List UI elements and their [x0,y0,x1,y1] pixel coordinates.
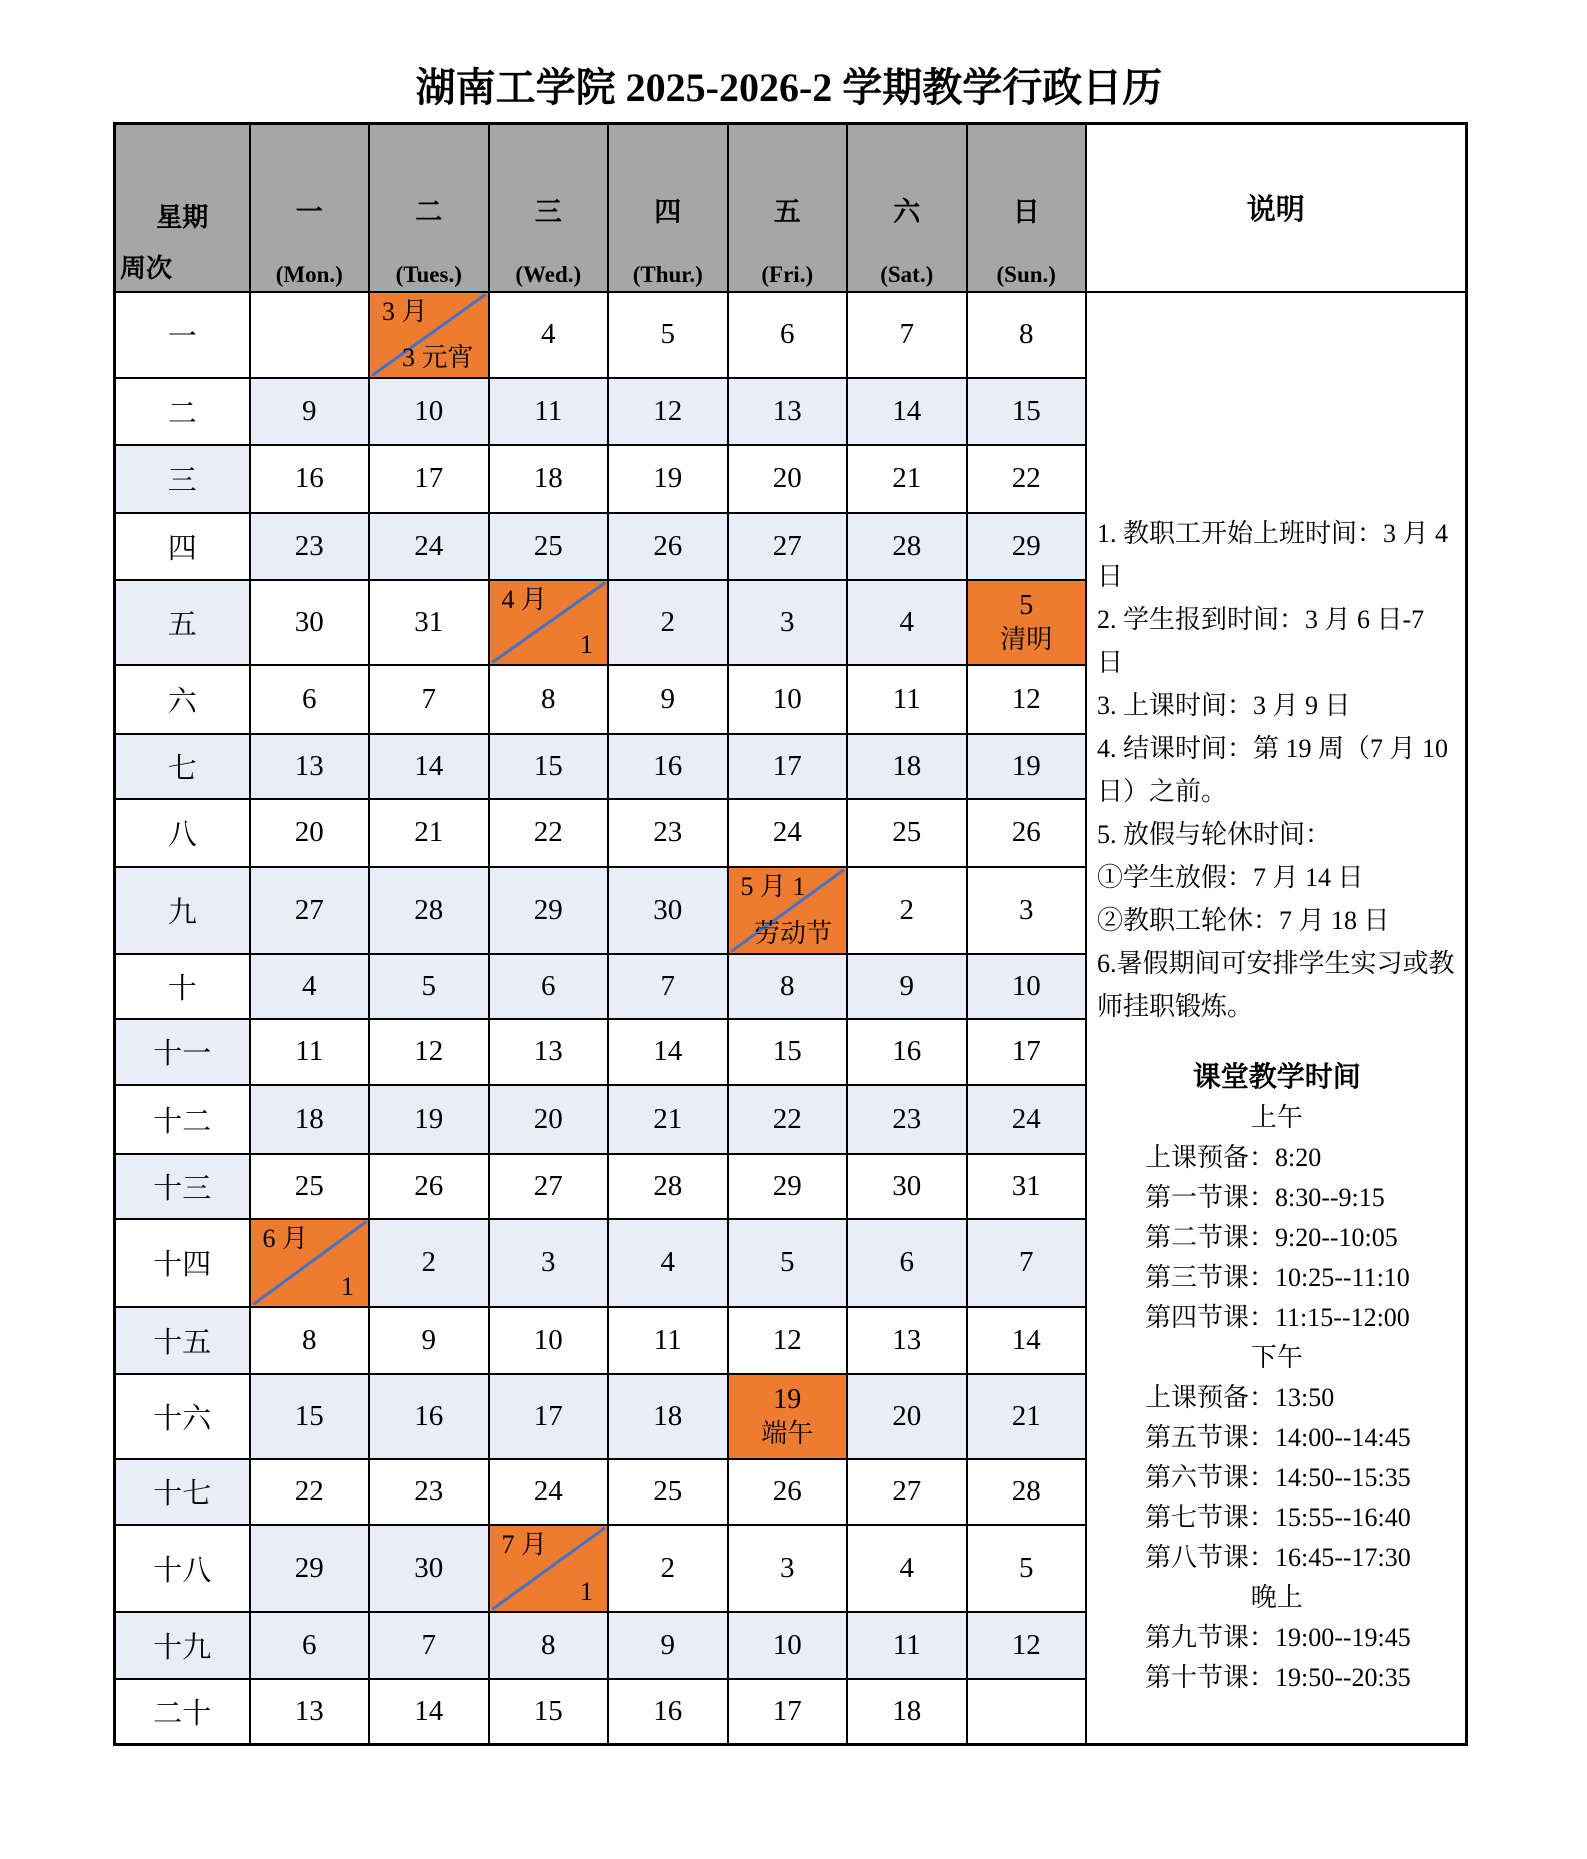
schedule-line: 第四节课：11:15--12:00 [1145,1303,1410,1333]
day-cell: 6 [728,292,848,378]
day-cell: 21 [369,799,489,867]
day-cell: 17 [369,445,489,513]
week-label: 十二 [115,1085,250,1154]
day-cell: 28 [967,1459,1087,1525]
day-cell: 14 [608,1019,728,1085]
day-cell: 4 [489,292,609,378]
day-cell: 11 [608,1307,728,1374]
day-header-en: (Sat.) [880,262,934,288]
day-cell: 18 [847,1679,967,1745]
day-cell: 12 [967,1612,1087,1679]
day-cell: 24 [489,1459,609,1525]
day-cell: 31 [967,1154,1087,1219]
day-cell: 7 [369,1612,489,1679]
day-cell: 12 [369,1019,489,1085]
day-cell: 15 [728,1019,848,1085]
schedule-line: 第七节课：15:55--16:40 [1145,1503,1411,1533]
week-label: 七 [115,734,250,799]
header-row [115,124,1467,292]
day-cell: 4 [250,954,370,1019]
day-cell: 5 [728,1219,848,1307]
day-cell: 13 [250,1679,370,1745]
month-start-holiday-cell [728,867,848,954]
day-cell: 30 [250,580,370,665]
month-label: 4 月 [501,584,548,614]
day-cell: 6 [847,1219,967,1307]
day-cell: 6 [489,954,609,1019]
day-cell: 28 [369,867,489,954]
day-cell: 15 [250,1374,370,1459]
month-label: 7 月 [501,1529,548,1559]
day-cell: 10 [728,1612,848,1679]
day-number: 1 [580,1576,593,1606]
day-cell: 5 [369,954,489,1019]
month-label: 6 月 [262,1223,309,1253]
day-cell: 3 [728,1525,848,1612]
day-cell: 2 [369,1219,489,1307]
day-cell: 4 [847,580,967,665]
month-start-holiday-cell [369,292,489,378]
corner-cell [115,124,250,292]
day-cell: 8 [489,665,609,734]
day-cell: 25 [489,513,609,580]
day-cell: 12 [967,665,1087,734]
day-cell: 12 [608,378,728,445]
holiday-cell [967,580,1087,665]
day-cell: 19 [369,1085,489,1154]
week-label: 十九 [115,1612,250,1679]
day-header-zh: 日 [1012,197,1040,228]
day-cell: 28 [608,1154,728,1219]
day-cell: 9 [369,1307,489,1374]
calendar-table [113,122,1468,1746]
note-item: 4. 结课时间：第 19 周（7 月 10 日）之前。 [1097,734,1449,807]
holiday-name: 端午 [761,1419,814,1448]
day-cell: 16 [608,1679,728,1745]
day-cell: 11 [250,1019,370,1085]
corner-week-label: 星期 [156,203,209,232]
day-cell: 23 [250,513,370,580]
month-label: 5 月 1 [740,871,806,901]
day-cell: 5 [967,1525,1087,1612]
day-cell: 11 [489,378,609,445]
day-cell: 22 [728,1085,848,1154]
calendar-body [115,292,1467,1745]
day-cell: 24 [967,1085,1087,1154]
week-label: 四 [115,513,250,580]
day-cell: 26 [728,1459,848,1525]
day-header-en: (Sun.) [996,262,1056,288]
day-cell: 29 [967,513,1087,580]
day-cell: 27 [489,1154,609,1219]
day-cell: 2 [608,580,728,665]
day-header-en: (Tues.) [395,262,462,288]
week-label: 十八 [115,1525,250,1612]
note-item: 2. 学生报到时间：3 月 6 日-7 日 [1097,605,1425,678]
schedule-line: 第九节课：19:00--19:45 [1145,1623,1411,1653]
day-header-en: (Thur.) [632,262,703,288]
day-cell: 9 [608,1612,728,1679]
week-label: 六 [115,665,250,734]
day-cell: 15 [489,1679,609,1745]
day-cell: 9 [847,954,967,1019]
day-cell: 7 [608,954,728,1019]
day-header-zh: 一 [295,197,323,228]
schedule-line: 上课预备：13:50 [1145,1383,1335,1413]
day-header-zh: 三 [534,197,562,228]
week-label: 二十 [115,1679,250,1745]
week-label: 十四 [115,1219,250,1307]
day-cell: 30 [847,1154,967,1219]
day-cell: 25 [608,1459,728,1525]
week-label: 八 [115,799,250,867]
day-cell: 27 [728,513,848,580]
day-header [728,124,848,292]
note-item: 5. 放假与轮休时间： [1097,820,1332,850]
holiday-name: 清明 [1000,625,1053,654]
day-cell: 8 [250,1307,370,1374]
day-cell: 25 [250,1154,370,1219]
notes-header: 说明 [1086,124,1466,292]
day-number: 1 [580,629,593,659]
day-cell: 13 [728,378,848,445]
day-cell: 14 [847,378,967,445]
day-number: 19 [773,1384,802,1415]
day-cell: 23 [608,799,728,867]
month-start-holiday-cell [489,1525,609,1612]
day-header [250,124,370,292]
day-cell: 3 [728,580,848,665]
week-row [115,292,1467,378]
week-label: 十三 [115,1154,250,1219]
schedule-line: 第八节课：16:45--17:30 [1145,1543,1411,1573]
day-cell: 3 [489,1219,609,1307]
day-cell: 18 [489,445,609,513]
day-cell: 20 [728,445,848,513]
day-cell: 26 [608,513,728,580]
day-cell: 23 [369,1459,489,1525]
day-cell [250,292,370,378]
day-header [489,124,609,292]
day-cell: 10 [369,378,489,445]
day-cell: 6 [250,665,370,734]
day-cell: 16 [608,734,728,799]
day-cell: 2 [608,1525,728,1612]
month-start-holiday-cell [489,580,609,665]
schedule-line: 第一节课：8:30--9:15 [1145,1183,1385,1213]
day-cell: 7 [369,665,489,734]
week-label: 二 [115,378,250,445]
day-cell: 17 [728,734,848,799]
day-cell: 2 [847,867,967,954]
day-cell: 13 [250,734,370,799]
week-label: 三 [115,445,250,513]
day-cell: 24 [728,799,848,867]
day-cell: 17 [489,1374,609,1459]
day-cell: 16 [847,1019,967,1085]
week-label: 五 [115,580,250,665]
day-header [608,124,728,292]
day-cell: 11 [847,1612,967,1679]
day-header-en: (Mon.) [275,262,343,288]
day-cell: 9 [608,665,728,734]
corner-weekno-label: 周次 [120,253,173,283]
day-header-zh: 五 [773,197,801,228]
day-number: 1 [341,1271,354,1301]
day-header-en: (Fri.) [761,262,814,288]
day-cell [967,1679,1087,1745]
schedule-line: 第十节课：19:50--20:35 [1145,1663,1411,1693]
note-item: ①学生放假：7 月 14 日 [1097,863,1364,893]
schedule-line: 第三节课：10:25--11:10 [1145,1263,1410,1293]
day-cell: 30 [369,1525,489,1612]
day-cell: 16 [369,1374,489,1459]
day-cell: 23 [847,1085,967,1154]
day-cell: 21 [967,1374,1087,1459]
day-number: 5 [1019,590,1034,621]
week-label: 十一 [115,1019,250,1085]
day-header-zh: 二 [415,197,443,228]
day-header-en: (Wed.) [515,262,582,288]
day-cell: 5 [608,292,728,378]
day-cell: 18 [847,734,967,799]
day-cell: 25 [847,799,967,867]
day-cell: 10 [967,954,1087,1019]
schedule-line: 第二节课：9:20--10:05 [1145,1223,1398,1253]
day-cell: 17 [967,1019,1087,1085]
day-cell: 9 [250,378,370,445]
day-cell: 13 [847,1307,967,1374]
day-cell: 20 [489,1085,609,1154]
schedule-line: 上课预备：8:20 [1145,1143,1322,1173]
schedule-line: 第六节课：14:50--15:35 [1145,1463,1411,1493]
day-cell: 18 [608,1374,728,1459]
day-cell: 22 [489,799,609,867]
day-cell: 26 [967,799,1087,867]
day-cell: 16 [250,445,370,513]
month-start-holiday-cell [250,1219,370,1307]
day-cell: 20 [250,799,370,867]
day-cell: 10 [489,1307,609,1374]
day-cell: 15 [489,734,609,799]
schedule-title: 课堂教学时间 [1192,1062,1361,1094]
day-cell: 29 [728,1154,848,1219]
day-cell: 19 [967,734,1087,799]
day-cell: 7 [967,1219,1087,1307]
day-cell: 4 [847,1525,967,1612]
day-header-zh: 四 [654,197,682,228]
day-number: 劳动节 [753,918,832,948]
week-label: 一 [115,292,250,378]
day-cell: 22 [967,445,1087,513]
note-item: 1. 教职工开始上班时间：3 月 4 日 [1097,519,1449,592]
day-cell: 13 [489,1019,609,1085]
day-cell: 21 [608,1085,728,1154]
note-item: ②教职工轮休：7 月 18 日 [1097,906,1390,936]
day-header [847,124,967,292]
notes-list [1097,512,1457,1028]
day-cell: 4 [608,1219,728,1307]
schedule-section-header: 晚上 [1250,1583,1303,1613]
day-cell: 6 [250,1612,370,1679]
week-label: 十六 [115,1374,250,1459]
day-header [967,124,1087,292]
day-cell: 14 [369,1679,489,1745]
day-cell: 18 [250,1085,370,1154]
day-cell: 8 [728,954,848,1019]
day-cell: 19 [608,445,728,513]
day-cell: 29 [250,1525,370,1612]
schedule-line: 第五节课：14:00--14:45 [1145,1423,1411,1453]
holiday-cell [728,1374,848,1459]
day-header-zh: 六 [893,197,921,228]
day-cell: 26 [369,1154,489,1219]
week-label: 九 [115,867,250,954]
day-cell: 29 [489,867,609,954]
day-cell: 30 [608,867,728,954]
day-number: 3 元宵 [401,342,474,372]
day-cell: 14 [967,1307,1087,1374]
note-item: 6.暑假期间可安排学生实习或教师挂职锻炼。 [1097,949,1455,1022]
day-cell: 14 [369,734,489,799]
day-cell: 27 [847,1459,967,1525]
day-cell: 27 [250,867,370,954]
day-cell: 8 [967,292,1087,378]
day-cell: 7 [847,292,967,378]
day-cell: 24 [369,513,489,580]
calendar-header [115,124,1467,292]
day-header [369,124,489,292]
schedule-section-header: 上午 [1250,1103,1303,1133]
day-cell: 17 [728,1679,848,1745]
day-cell: 15 [967,378,1087,445]
day-cell: 3 [967,867,1087,954]
week-label: 十五 [115,1307,250,1374]
week-label: 十七 [115,1459,250,1525]
notes-cell [1086,292,1466,1745]
month-label: 3 月 [382,296,428,326]
day-cell: 10 [728,665,848,734]
day-cell: 11 [847,665,967,734]
day-cell: 31 [369,580,489,665]
week-label: 十 [115,954,250,1019]
day-cell: 12 [728,1307,848,1374]
day-cell: 21 [847,445,967,513]
page-title: 湖南工学院 2025-2026-2 学期教学行政日历 [415,65,1163,110]
notes-body [1087,337,1465,1698]
day-cell: 8 [489,1612,609,1679]
schedule-section-header: 下午 [1250,1343,1303,1373]
day-cell: 22 [250,1459,370,1525]
day-cell: 28 [847,513,967,580]
day-cell: 20 [847,1374,967,1459]
note-item: 3. 上课时间：3 月 9 日 [1097,691,1351,721]
